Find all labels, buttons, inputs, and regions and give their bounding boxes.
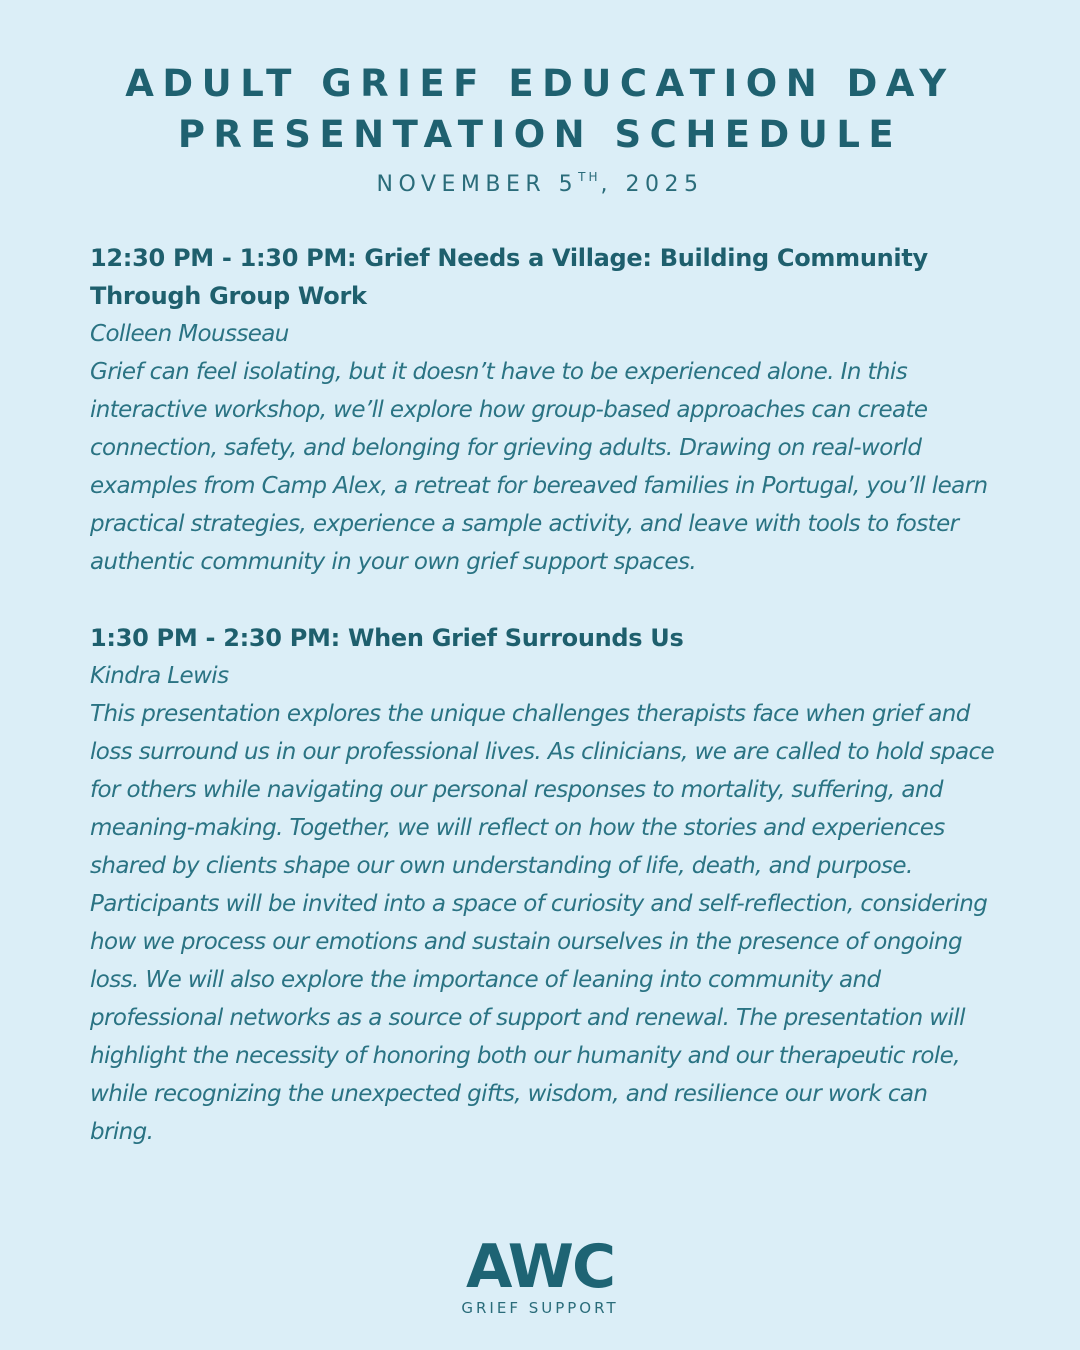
event-date-year: , 2025 <box>600 172 704 197</box>
page-title-line-1: ADULT GRIEF EDUCATION DAY <box>125 62 955 105</box>
session-presenter: Kindra Lewis <box>90 663 229 689</box>
session-description: This presentation explores the unique challenges therapists face when grief and loss surround us in our professional lives. As clinicians, we are called to hold space for others while navigating our personal responses to mortality, suffering, and meaning-making. Together, we will reflect on how the stories and experiences shared by clients shape our own understanding of life, death, and purpose. Participants will be invited into a space of curiosity and self-reflection, considering how we process our emotions and sustain ourselves in the presence of ongoing loss. We will also explore the importance of leaning into community and professional networks as a source of support and renewal. The presentation will highlight the necessity of honoring both our humanity and our therapeutic role, while recognizing the unexpected gifts, wisdom, and resilience our work can bring. <box>90 701 995 1145</box>
event-date-main: NOVEMBER 5 <box>376 172 579 197</box>
page-header <box>0 58 1080 201</box>
session-heading: 1:30 PM - 2:30 PM: When Grief Surrounds Us <box>90 624 684 652</box>
logo-subtitle: GRIEF SUPPORT <box>461 1299 619 1317</box>
event-date <box>0 161 1080 201</box>
session-description: Grief can feel isolating, but it doesn’t have to be experienced alone. In this interactive workshop, we’ll explore how group-based approaches can create connection, safety, and belonging for grieving adults. Drawing on real-world examples from Camp Alex, a retreat for bereaved families in Portugal, you’ll learn practical strategies, experience a sample activity, and leave with tools to foster authentic community in your own grief support spaces. <box>90 359 988 575</box>
schedule-content <box>90 239 995 1151</box>
session-presenter: Colleen Mousseau <box>90 321 289 347</box>
session-heading: 12:30 PM - 1:30 PM: Grief Needs a Village: Building Community Through Group Work <box>90 244 928 310</box>
session-1 <box>90 239 995 581</box>
event-date-suffix: TH <box>578 170 601 184</box>
session-2 <box>90 619 995 1151</box>
page-title-line-2: PRESENTATION SCHEDULE <box>177 113 903 156</box>
awc-logo <box>0 1232 1080 1318</box>
logo-mark: AWC <box>466 1232 614 1302</box>
